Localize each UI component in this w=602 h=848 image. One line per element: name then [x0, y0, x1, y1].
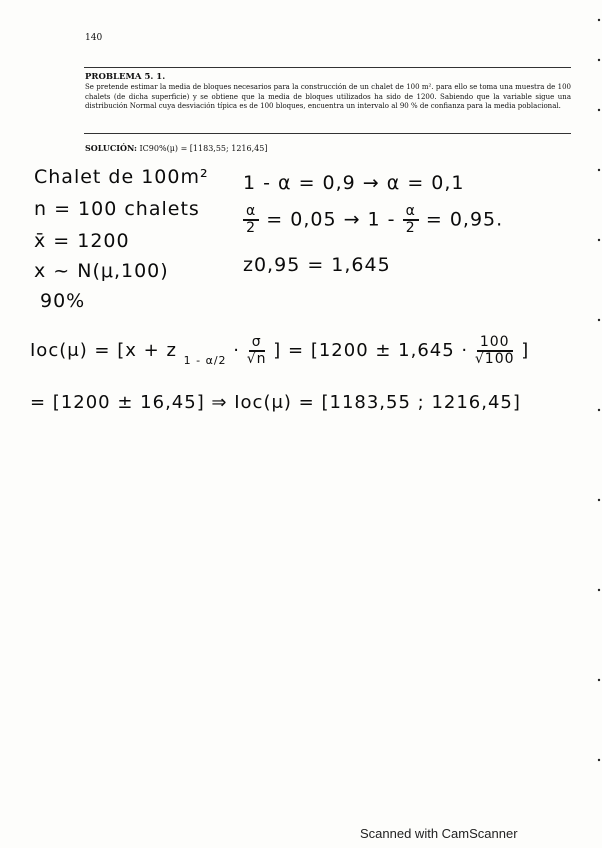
- sigma-over-root-n: $\frac{\sigma}{√n}$: [246, 334, 267, 367]
- header-rule: [84, 67, 571, 68]
- problem-title: PROBLEMA 5. 1.: [85, 72, 166, 82]
- handwritten-final-interval: = [1200 ± 16,45] ⇒ Ioc(μ) = [1183,55 ; 1216,45]: [30, 392, 521, 413]
- handwritten-alpha: 1 - α = 0,9 → α = 0,1: [243, 172, 465, 194]
- handwritten-distribution: x ~ N(μ,100): [34, 260, 169, 282]
- alpha-half-fraction-2: $\frac{\alpha}{2}$: [403, 204, 419, 236]
- solution-formula: IC90%(μ) = [1183,55; 1216,45]: [139, 144, 268, 153]
- handwritten-sample-mean: x̄ = 1200: [34, 230, 130, 252]
- handwritten-confidence: 90%: [40, 290, 86, 312]
- handwritten-interval-formula: Ioc(μ) = [x + z $_{1 - \alpha/2}$ · $\frac{\sigma}{√n}$ ] = [1200 ± 1,645 · $\frac{100}{√100}$ ]: [30, 334, 530, 367]
- problem-statement: Se pretende estimar la media de bloques necesarios para la construcción de un chalet de 100 m². para ello se toma una muestra de 100 chalets (de dicha superficie) y se obtiene que la media de bloques utilizados ha sido de 1200. Sabiendo que la variable sigue una distribución Normal cuya desviación típica es de 100 bloques, encuentra un intervalo al 90 % de confianza para la media poblacional.: [85, 83, 571, 111]
- handwritten-sample-size: n = 100 chalets: [34, 198, 200, 220]
- sigma-over-root-100: $\frac{100}{√100}$: [474, 334, 515, 367]
- handwritten-chalet: Chalet de 100m²: [34, 166, 209, 188]
- solution-label: SOLUCIÓN:: [85, 143, 137, 153]
- page-number: 140: [85, 33, 103, 43]
- handwritten-z-value: z0,95 = 1,645: [243, 254, 391, 276]
- solution-line: [85, 143, 267, 153]
- problem-rule: [84, 133, 571, 134]
- handwritten-alpha-half: $\frac{\alpha}{2}$ = 0,05 → 1 - $\frac{\alpha}{2}$ = 0,95.: [243, 204, 503, 236]
- alpha-half-fraction: $\frac{\alpha}{2}$: [243, 204, 259, 236]
- binder-edge-marks: [596, 0, 602, 848]
- scanner-watermark: Scanned with CamScanner: [360, 826, 518, 841]
